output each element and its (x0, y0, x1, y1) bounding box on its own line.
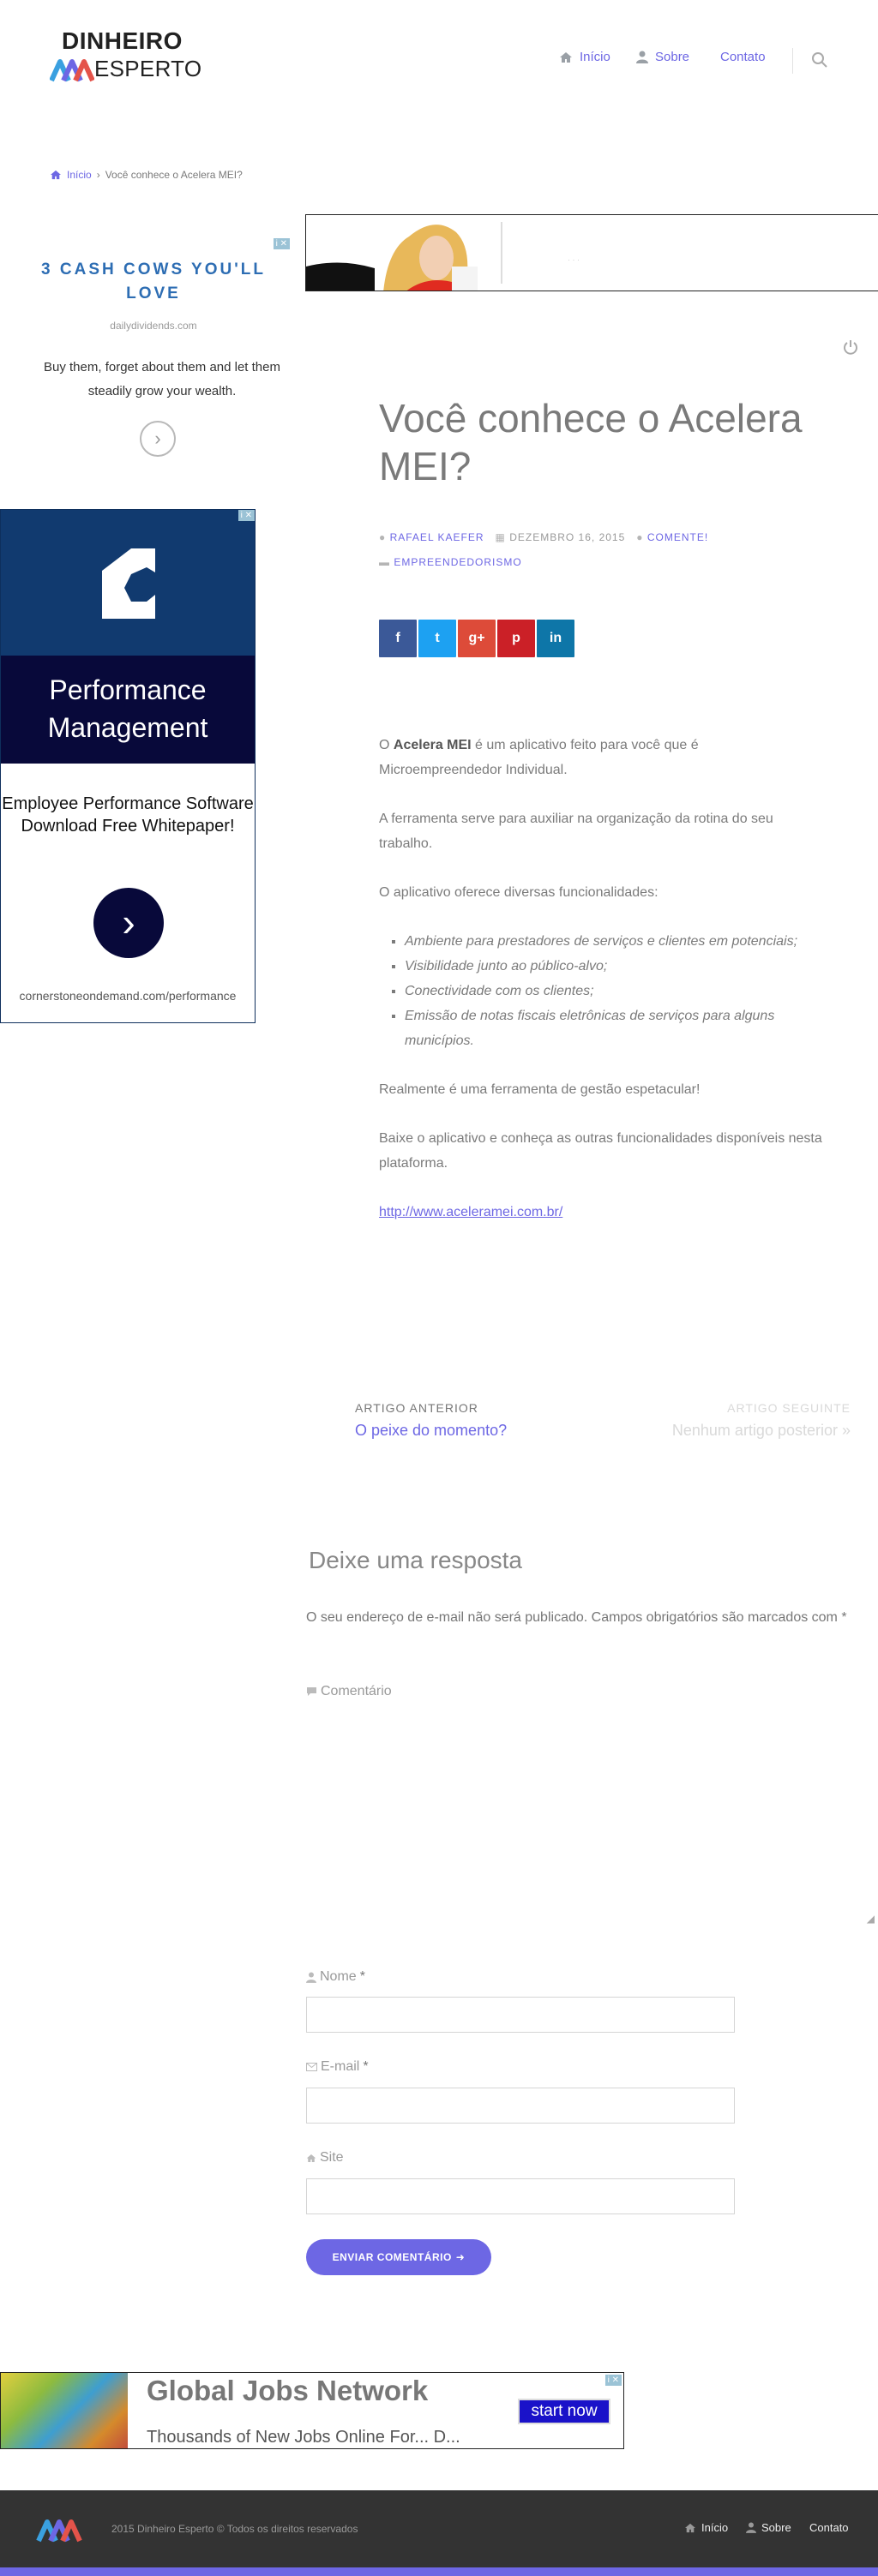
ad-jobs-image (1, 2373, 128, 2448)
twitter-icon: t (435, 631, 440, 645)
prev-label: ARTIGO ANTERIOR (355, 1401, 478, 1415)
home-icon (684, 2523, 696, 2533)
nav-item-sobre[interactable] (636, 50, 689, 64)
breadcrumb-home-icon (50, 170, 62, 180)
post-date: DEZEMBRO 16, 2015 (509, 531, 626, 543)
feature-list (379, 929, 825, 1053)
ad-cash-domain: dailydividends.com (110, 320, 197, 332)
envelope-icon (306, 2063, 317, 2071)
email-label (306, 2059, 369, 2075)
ad-cash-title: 3 CASH COWS YOU'LL LOVE (41, 261, 266, 303)
list-item: ▪ Ambiente para prestadores de serviços e clientes em potenciais; (405, 929, 825, 954)
footer-accent-bar (0, 2567, 878, 2576)
cornerstone-logo-icon (102, 548, 155, 619)
ad-cash-cows[interactable] (17, 234, 290, 465)
list-item: ▪ Emissão de notas fiscais eletrônicas de serviços para alguns municípios. (405, 1003, 825, 1053)
ad-perf-header (1, 510, 255, 656)
comment-textarea[interactable] (306, 1716, 878, 1928)
share-buttons (379, 620, 574, 657)
ad-banner-image (306, 215, 878, 291)
google-plus-icon: g+ (468, 631, 485, 645)
share-twitter-button[interactable] (418, 620, 456, 657)
post-paragraph-3: O aplicativo oferece diversas funcionalidades: (379, 885, 658, 900)
share-pinterest-button[interactable] (497, 620, 535, 657)
post-title: Você conhece o Acelera MEI? (379, 396, 803, 488)
site-label (306, 2150, 344, 2166)
comment-bubble-icon (306, 1686, 317, 1697)
post-nav-previous[interactable] (355, 1401, 507, 1440)
list-item: ▪ Visibilidade junto ao público-alvo; (405, 954, 825, 979)
ad-perf-body: Employee Performance Software Download Free Whitepaper! (2, 794, 254, 836)
reply-note: O seu endereço de e-mail não será publicado. Campos obrigatórios são marcados com * (306, 1610, 847, 1625)
ad-jobs-start-button[interactable]: start now (518, 2399, 610, 2424)
ad-perf-headline: Performance Management (1, 656, 255, 764)
footer-nav-contato[interactable] (809, 2521, 849, 2534)
user-icon (306, 1972, 316, 1983)
post-paragraph-5: Baixe o aplicativo e conheça as outras funcionalidades disponíveis nesta plataforma. (379, 1131, 822, 1171)
name-label (306, 1969, 365, 1985)
submit-comment-button[interactable] (306, 2239, 491, 2275)
site-label-text: Site (320, 2150, 344, 2165)
post-intro (379, 733, 825, 782)
name-label-text: Nome (320, 1969, 357, 1984)
home-icon (306, 2154, 316, 2163)
footer-logo-icon[interactable] (26, 2519, 93, 2543)
ad-perf-url: cornerstoneondemand.com/performance (19, 989, 237, 1003)
share-facebook-button[interactable] (379, 620, 417, 657)
logo-text-top: DINHEIRO (62, 27, 183, 54)
post-nav-next (600, 1401, 851, 1440)
post-content (379, 733, 825, 1249)
comment-icon: ● (636, 531, 644, 543)
logo-text-bottom: ESPERTO (94, 56, 202, 81)
ad-jobs-subline: Thousands of New Jobs Online For... D... (147, 2428, 460, 2447)
breadcrumb-home-link[interactable]: Início (67, 169, 92, 181)
breadcrumb-separator: › (96, 169, 100, 181)
user-icon (746, 2522, 756, 2533)
required-mark: * (359, 1969, 365, 1984)
ad-global-jobs[interactable] (0, 2372, 624, 2449)
footer (0, 2490, 878, 2567)
ad-banner-top[interactable] (305, 214, 878, 291)
nav-label-sobre: Sobre (655, 50, 690, 64)
list-item: ▪ Conectividade com os clientes; (405, 979, 825, 1003)
arrow-right-icon[interactable]: › (93, 888, 164, 958)
ad-performance-management[interactable] (0, 509, 256, 1023)
nav-item-contato[interactable] (720, 50, 766, 64)
intro-bold: Acelera MEI (393, 738, 472, 752)
next-label: ARTIGO SEGUINTE (727, 1401, 851, 1415)
post-paragraph-2: A ferramenta serve para auxiliar na organização da rotina do seu trabalho. (379, 812, 773, 851)
post-external-link[interactable]: http://www.aceleramei.com.br/ (379, 1205, 563, 1219)
nav-divider (792, 48, 793, 74)
site-input[interactable] (306, 2178, 735, 2214)
post-paragraph-4: Realmente é uma ferramenta de gestão espetacular! (379, 1082, 701, 1097)
user-icon (636, 51, 648, 63)
footer-nav-sobre[interactable] (746, 2521, 791, 2534)
footer-nav-inicio[interactable] (684, 2521, 728, 2534)
pinterest-icon: p (512, 631, 520, 645)
svg-text:· · ·: · · · (568, 255, 580, 264)
submit-label: ENVIAR COMENTÁRIO (332, 2251, 452, 2263)
name-input[interactable] (306, 1997, 735, 2033)
home-icon (559, 51, 573, 63)
post-author[interactable]: RAFAEL KAEFER (389, 531, 484, 543)
footer-copyright: 2015 Dinheiro Esperto © Todos os direitos reservados (111, 2523, 358, 2535)
nav-label-contato: Contato (720, 50, 766, 64)
next-title: Nenhum artigo posterior » (671, 1422, 851, 1439)
post-meta (379, 525, 825, 575)
share-linkedin-button[interactable] (537, 620, 574, 657)
resize-handle-icon[interactable]: ◢ (866, 1913, 875, 1925)
comment-label-text: Comentário (321, 1684, 392, 1698)
post-comments-link[interactable]: COMENTE! (646, 531, 709, 543)
footer-nav-label: Início (701, 2521, 729, 2534)
intro-suffix: é um aplicativo feito para você que é Microempreendedor Individual. (379, 738, 699, 777)
breadcrumb (50, 169, 243, 181)
required-mark: * (363, 2059, 369, 2074)
footer-nav-label: Sobre (761, 2521, 791, 2534)
ad-choices-badge[interactable]: i ✕ (238, 510, 255, 521)
arrow-circle-right-icon: ➜ (455, 2251, 466, 2263)
power-icon[interactable] (842, 338, 859, 356)
comment-label (306, 1684, 392, 1699)
intro-prefix: O (379, 738, 394, 752)
nav-item-inicio[interactable] (559, 50, 610, 64)
post-category[interactable]: EMPREENDEDORISMO (394, 556, 522, 568)
email-label-text: E-mail (321, 2059, 360, 2074)
author-icon: ● (379, 531, 387, 543)
prev-title[interactable]: O peixe do momento? (355, 1422, 508, 1439)
ad-choices-badge[interactable]: i ✕ (605, 2375, 622, 2386)
calendar-icon: ▦ (495, 531, 506, 543)
search-icon[interactable] (811, 51, 828, 69)
email-input[interactable] (306, 2088, 735, 2124)
chevron-right-icon[interactable]: › (140, 421, 176, 457)
share-google-plus-button[interactable] (458, 620, 496, 657)
footer-nav-label: Contato (809, 2521, 849, 2534)
site-logo[interactable] (50, 27, 213, 87)
reply-title: Deixe uma resposta (309, 1547, 523, 1573)
logo-mark-icon (50, 58, 94, 82)
ad-choices-badge[interactable]: i ✕ (274, 238, 290, 249)
linkedin-icon: in (549, 631, 562, 645)
folder-icon: ▬ (379, 556, 390, 568)
ad-jobs-headline: Global Jobs Network (147, 2375, 429, 2406)
ad-cash-text: Buy them, forget about them and let them steadily grow your wealth. (44, 360, 280, 398)
facebook-icon: f (395, 631, 400, 645)
breadcrumb-current: Você conhece o Acelera MEI? (105, 169, 243, 181)
nav-label-inicio: Início (580, 50, 610, 64)
